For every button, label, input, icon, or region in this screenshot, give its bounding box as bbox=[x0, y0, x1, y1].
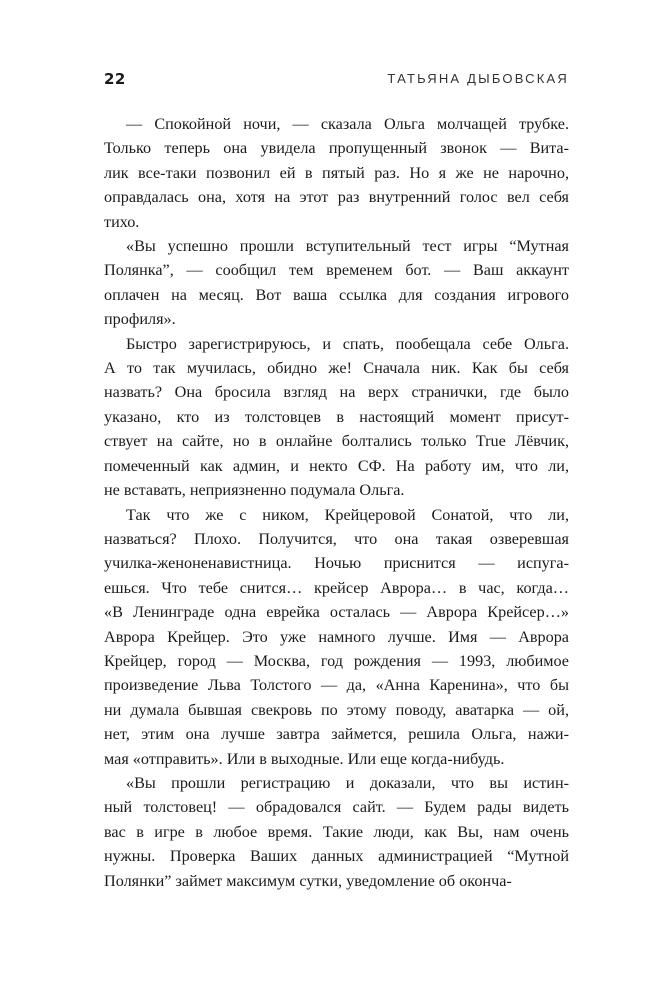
text-line: нужны. Проверка Ваших данных администрацией “Мутной bbox=[104, 847, 569, 866]
text-line: ный толстовец! — обрадовался сайт. — Будем рады видеть bbox=[104, 798, 569, 817]
text-line: назвать? Она бросила взгляд на верх странички, где было bbox=[104, 383, 569, 402]
text-line: Быстро зарегистрируюсь, и спать, пообещала себе Ольга. bbox=[126, 334, 569, 353]
text-line: ешься. Что тебе снится… крейсер Аврора… в час, когда… bbox=[104, 578, 569, 597]
text-line: произведение Льва Толстого — да, «Анна Каренина», что бы bbox=[104, 676, 569, 695]
paragraph bbox=[104, 503, 569, 771]
text-line: Аврора Крейцер. Это уже намного лучше. Имя — Аврора bbox=[104, 627, 569, 646]
page-number: 22 bbox=[104, 70, 126, 88]
text-line: А то так мучилась, обидно же! Сначала ник. Как бы себя bbox=[104, 359, 569, 378]
text-line: Крейцер, город — Москва, год рождения — 1993, любимое bbox=[104, 651, 569, 670]
text-line: ствует на сайте, но в онлайне болтались только True Лёвчик, bbox=[104, 432, 569, 451]
paragraph bbox=[104, 112, 569, 234]
text-line: Только теперь она увидела пропущенный звонок — Вита- bbox=[104, 139, 569, 158]
paragraph bbox=[104, 234, 569, 332]
text-line: «Вы успешно прошли вступительный тест игры “Мутная bbox=[126, 237, 569, 256]
text-line: «Вы прошли регистрацию и доказали, что вы истин- bbox=[126, 773, 569, 792]
text-line: помеченный как админ, и некто СФ. На работу им, что ли, bbox=[104, 456, 569, 475]
text-line: вас в игре в любое время. Такие люди, как Вы, нам очень bbox=[104, 822, 569, 841]
text-line: училка-женоненавистница. Ночью приснится — испуга- bbox=[104, 554, 569, 573]
text-line: оправдалась она, хотя на этот раз внутренний голос вел себя bbox=[104, 188, 569, 207]
page-header bbox=[104, 70, 569, 92]
body-text bbox=[104, 112, 569, 893]
running-head-author: ТАТЬЯНА ДЫБОВСКАЯ bbox=[387, 71, 569, 86]
text-line: профиля». bbox=[104, 310, 176, 329]
text-line: ни думала бывшая свекровь по этому поводу, аватарка — ой, bbox=[104, 700, 569, 719]
text-line: тихо. bbox=[104, 212, 140, 231]
text-line: нет, этим она лучше завтра займется, решила Ольга, нажи- bbox=[104, 725, 569, 744]
text-line: Так что же с ником, Крейцеровой Сонатой, что ли, bbox=[126, 505, 569, 524]
paragraph bbox=[104, 332, 569, 503]
text-line: назваться? Плохо. Получится, что она такая озверевшая bbox=[104, 529, 569, 548]
text-line: «В Ленинграде одна еврейка осталась — Аврора Крейсер…» bbox=[104, 603, 569, 622]
text-line: не вставать, неприязненно подумала Ольга. bbox=[104, 481, 405, 500]
text-line: — Спокойной ночи, — сказала Ольга молчащей трубке. bbox=[126, 115, 569, 133]
paragraph bbox=[104, 771, 569, 893]
text-line: указано, кто из толстовцев в настоящий момент присут- bbox=[104, 407, 569, 426]
text-line: оплачен на месяц. Вот ваша ссылка для создания игрового bbox=[104, 285, 569, 304]
text-line: мая «отправить». Или в выходные. Или еще когда-нибудь. bbox=[104, 749, 505, 768]
text-line: Полянка”, — сообщил тем временем бот. — Ваш аккаунт bbox=[104, 261, 569, 280]
text-line: лик все-таки позвонил ей в пятый раз. Но я же не нарочно, bbox=[104, 163, 569, 182]
text-line: Полянки” займет максимум сутки, уведомление об оконча- bbox=[104, 871, 512, 890]
